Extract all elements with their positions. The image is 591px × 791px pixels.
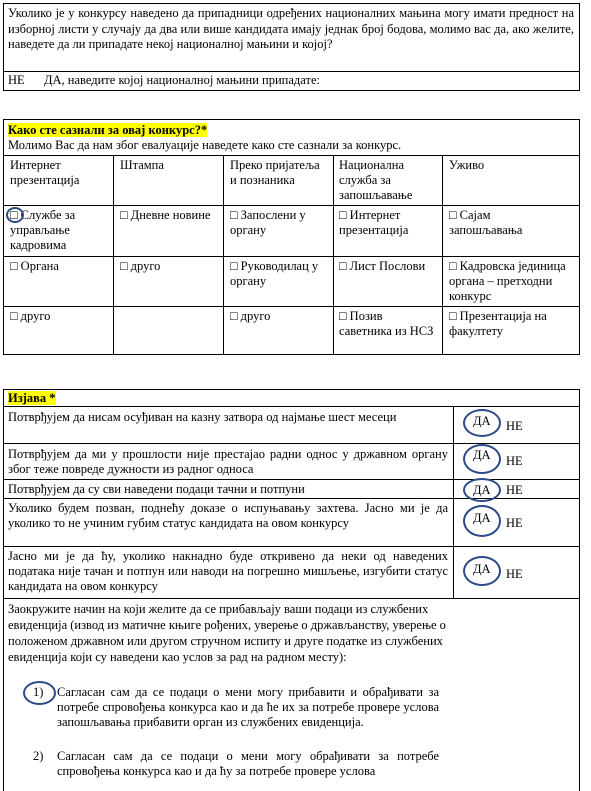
data-collection-intro: Заокружите начин на који желите да се прибављају ваши подаци из службених евиденција (извод из матичне књиге рођених, уверење о држављанству, уверење о положеном државном или другом стручном испиту и друге податке из службених евиденција који су наведени као услов за рад на радном месту): bbox=[8, 602, 446, 664]
yes-option[interactable]: ДА bbox=[473, 483, 491, 497]
data-option-text[interactable]: Сагласан сам да се подаци о мени могу обрађивати за потребе спровођења конкурса као и да ћу за потребе провере услова bbox=[57, 749, 439, 778]
source-option[interactable]: □ друго bbox=[120, 259, 161, 273]
statement-divider bbox=[3, 406, 580, 407]
source-header: Интернет презентација bbox=[10, 158, 80, 187]
source-option[interactable]: □ Интернет презентација bbox=[339, 208, 409, 237]
yes-circle bbox=[463, 556, 501, 586]
minority-question: Уколико је у конкурсу наведено да припадници одређених националних мањина могу имати предност на изборној листи у случају да два или више кандидата имају једнак број бодова, молимо вас да, ако желите, наведете да ли припадате некој националној мањини и којој? bbox=[8, 6, 574, 51]
selected-option-circle bbox=[23, 681, 56, 705]
source-option[interactable]: □ Позив саветника из НСЗ bbox=[339, 309, 434, 338]
data-option-text[interactable]: Сагласан сам да се подаци о мени могу прибавити и обрађивати за потребе спровођења конкурса као и да ће их за потребе провере услова запошљавања прибавити орган из службених евиденција. bbox=[57, 685, 439, 729]
source-option[interactable]: □ Сајам запошљавања bbox=[449, 208, 523, 237]
statement-text: Потврђујем да су сви наведени подаци тачни и потпуни bbox=[8, 482, 305, 496]
no-option[interactable]: НЕ bbox=[506, 567, 523, 581]
source-option[interactable]: □ Руководилац у органу bbox=[230, 259, 319, 288]
minority-answer-no[interactable]: НЕ bbox=[8, 73, 25, 87]
statement-divider bbox=[453, 406, 454, 598]
minority-answer-yes[interactable]: ДА, наведите којој националној мањини припадате: bbox=[44, 73, 320, 87]
source-option[interactable]: □ друго bbox=[230, 309, 271, 323]
source-grid-line bbox=[3, 155, 580, 156]
option-number[interactable]: 2) bbox=[33, 749, 44, 763]
statement-text: Јасно ми је да ћу, уколико накнадно буде откривено да неки од наведених података није тачан и потпун или наводи на погрешно мишљење, изгубити статус кандидата на овом конкурсу bbox=[8, 549, 448, 593]
no-option[interactable]: НЕ bbox=[506, 516, 523, 530]
yes-circle bbox=[463, 478, 501, 502]
source-subtitle: Молимо Вас да нам због евалуације наведете како сте сазнали за конкурс. bbox=[8, 138, 402, 152]
yes-option[interactable]: ДА bbox=[473, 511, 491, 525]
statement-text: Уколико будем позван, поднећу доказе о испуњавању захтева. Јасно ми је да уколико то не учиним губим статус кандидата на овом конкурсу bbox=[8, 501, 448, 530]
source-header: Уживо bbox=[449, 158, 485, 172]
no-option[interactable]: НЕ bbox=[506, 419, 523, 433]
no-option[interactable]: НЕ bbox=[506, 483, 523, 497]
source-grid-line bbox=[223, 155, 224, 355]
statement-divider bbox=[3, 546, 580, 547]
yes-circle bbox=[463, 505, 501, 537]
source-header: Преко пријатеља и познаника bbox=[230, 158, 320, 187]
source-title bbox=[8, 123, 207, 138]
statement-divider bbox=[3, 443, 580, 444]
statement-divider bbox=[3, 598, 580, 599]
yes-option[interactable]: ДА bbox=[473, 562, 491, 576]
source-grid-line bbox=[3, 306, 580, 307]
source-title-text: Како сте сазнали за овај конкурс?* bbox=[8, 123, 208, 137]
source-grid-line bbox=[3, 256, 580, 257]
yes-circle bbox=[463, 444, 501, 474]
source-grid-line bbox=[3, 205, 580, 206]
statement-title-text: Изјава * bbox=[8, 391, 56, 405]
source-option[interactable]: □ Лист Послови bbox=[339, 259, 426, 273]
statement-title bbox=[8, 391, 56, 406]
yes-option[interactable]: ДА bbox=[473, 448, 491, 462]
yes-circle bbox=[463, 409, 501, 437]
source-grid-line bbox=[333, 155, 334, 355]
source-option[interactable]: □ Кадровска јединица органа – претходни конкурс bbox=[449, 259, 566, 303]
yes-option[interactable]: ДА bbox=[473, 414, 491, 428]
source-option[interactable]: □ Запослени у органу bbox=[230, 208, 306, 237]
source-option[interactable]: □ Органа bbox=[10, 259, 59, 273]
source-grid-line bbox=[442, 155, 443, 355]
statement-text: Потврђујем да нисам осуђиван на казну затвора од најмање шест месеци bbox=[8, 410, 397, 424]
source-header: Национална служба за запошљавање bbox=[339, 158, 413, 202]
option-number[interactable]: 1) bbox=[33, 685, 44, 699]
source-option[interactable]: □ Службе за управљање кадровима bbox=[10, 208, 76, 252]
selected-option-circle bbox=[6, 207, 24, 223]
source-option[interactable]: □ Презентација на факултету bbox=[449, 309, 547, 338]
no-option[interactable]: НЕ bbox=[506, 454, 523, 468]
source-header: Штампа bbox=[120, 158, 164, 172]
statement-text: Потврђујем да ми у прошлости није престајао радни однос у државном органу због теже повреде дужности из радног односа bbox=[8, 447, 448, 476]
minority-divider bbox=[3, 71, 580, 72]
source-option[interactable]: □ друго bbox=[10, 309, 51, 323]
source-option[interactable]: □ Дневне новине bbox=[120, 208, 211, 222]
source-grid-line bbox=[113, 155, 114, 355]
